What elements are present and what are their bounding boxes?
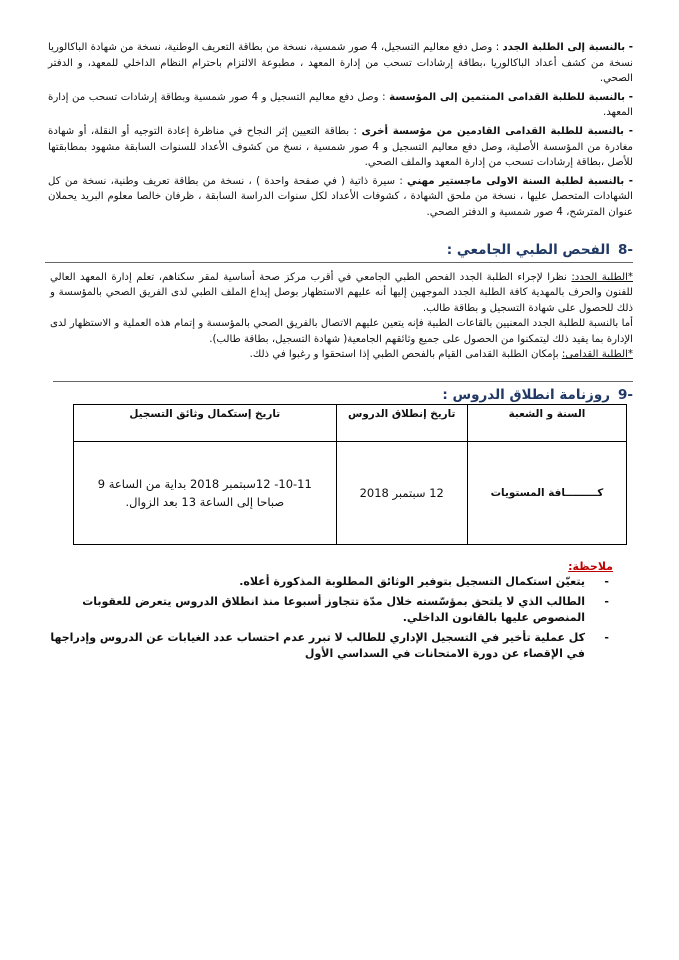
- section-8-heading: [273, 242, 633, 258]
- section-8-divider: [45, 262, 633, 263]
- section-8-number: -8: [617, 242, 633, 258]
- bullet-dash: -: [604, 575, 609, 588]
- medical-new-students: *الطلبة الجدد: نظرا لإجراء الطلبة الجدد الفحص الطبي الجامعي في أقرب مركز صحة أساسية لمقر سكناهم، تعلم إدارة المعهد العالي للفنون والحرف بالمهدية كافة الطلبة الجدد الموجهين إليها أنه عليهم الاستظهار بوصل إيداع الملف الطبي لدى الفريق الصحي بالمؤسسة و ذلك للحصول على شهادة التسجيل و بطاقة طالب.: [50, 272, 633, 314]
- medical-returning-students: *الطلبة القدامى: بإمكان الطلبة القدامى القيام بالفحص الطبي إذا استحقوا و رغبوا في ذلك.: [249, 349, 633, 361]
- table-header-row: [74, 405, 627, 442]
- table-header-cell: تاريخ إنطلاق الدروس: [336, 405, 467, 442]
- bullet-dash: -: [604, 630, 609, 644]
- table-cell-start-date: 12 سبتمبر 2018: [336, 442, 467, 545]
- medical-exam-section: [50, 270, 633, 362]
- table-header-cell: تاريخ إستكمال وثائق التسجيل: [74, 405, 337, 442]
- list-item: - يتعيّن استكمال التسجيل بتوفير الوثائق المطلوبة المذكورة أعلاه.: [40, 574, 609, 591]
- requirement-new-students: - بالنسبة إلى الطلبة الجدد : وصل دفع معاليم التسجيل، 4 صور شمسية، نسخة من بطاقة التعريف الوطنية، نسخة من شهادة الباكالوريا نسخة من كشف أعداد الباكالوريا ،بطاقة إرشادات تسحب من إدارة المعهد ، مطبوعة الالتزام باحترام النظام الداخلي للمعهد، و الدفتر الصحي.: [48, 42, 633, 85]
- requirement-returning-students: - بالنسبة للطلبة القدامى المنتمين إلى المؤسسة : وصل دفع معاليم التسجيل و 4 صور شمسية وبطاقة إرشادات تسحب من إدارة المعهد.: [48, 91, 633, 119]
- notes-title: ملاحظة:: [568, 560, 613, 573]
- registration-requirements: [48, 40, 633, 224]
- section-9-divider: [53, 381, 633, 382]
- list-item: - كل عملية تأخير في التسجيل الإداري للطالب لا تبرر عدم احتساب عدد الغيابات عن الدروس وإدراجها في الإقصاء عن دورة الامتحانات في السداسي الأول: [50, 630, 609, 660]
- section-8-title: الفحص الطبي الجامعي :: [446, 242, 610, 258]
- medical-clinic-students: أما بالنسبة للطلبة الجدد المعنيين بالقاعات الطبية فإنه يتعين عليهم الاتصال بالفريق الصحي بالمؤسسة و إتمام هذه العملية و الاستظهار لدى الإدارة بما يفيد ذلك ليتمكنوا من الحصول على جميع وثائقهم الجامعية( شهادة التسجيل، بطاقة طالب).: [50, 318, 633, 345]
- course-calendar-table: [73, 404, 627, 545]
- table-cell-registration-dates: 10-11- 12سبتمبر 2018 بداية من الساعة 9 صباحا إلى الساعة 13 بعد الزوال.: [74, 442, 337, 545]
- table-row: [74, 442, 627, 545]
- section-9-number: -9: [617, 387, 633, 403]
- list-item: - الطالب الذي لا يلتحق بمؤسّسته خلال مدّة تتجاوز أسبوعا منذ انطلاق الدروس يتعرض للعقوبات المنصوص عليها بالقانون الداخلي.: [82, 594, 609, 624]
- notes-list: [40, 574, 609, 666]
- section-9-heading: [273, 387, 633, 403]
- table-header-cell: السنة و الشعبة: [467, 405, 626, 442]
- requirement-master-students: - بالنسبة لطلبة السنة الاولى ماجستير مهني : سيرة ذاتية ( في صفحة واحدة ) ، نسخة من بطاقة تعريف وطنية، نسخة من كل الشهادات المتحصل عليها ، نسخة من ملحق الشهادة ، كشوفات الأعداد لكل سنوات الدراسة السابقة ، ظرفان خالصا معلوم البريد يحملان عنوان المترشح، 4 صور شمسية و الدفتر الصحي.: [48, 175, 633, 218]
- section-9-title: روزنامة انطلاق الدروس :: [442, 387, 610, 403]
- bullet-dash: -: [604, 594, 609, 608]
- table-cell-levels: كـــــــــافة المستويات: [467, 442, 626, 545]
- requirement-transfer-students: - بالنسبة للطلبة القدامى القادمين من مؤسسة أخرى : بطاقة التعيين إثر النجاح في مناظرة إعادة التوجيه أو النقلة، أو شهادة مغادرة من المؤسسة الأصلية، وصل دفع معاليم التسجيل و 4 صور شمسية ، نسخ من كشوف الأعداد للسنوات السابقة مشهود بمطابقتها للأصل ،بطاقة إرشادات تسحب من إدارة المعهد والملف الصحي.: [48, 125, 634, 169]
